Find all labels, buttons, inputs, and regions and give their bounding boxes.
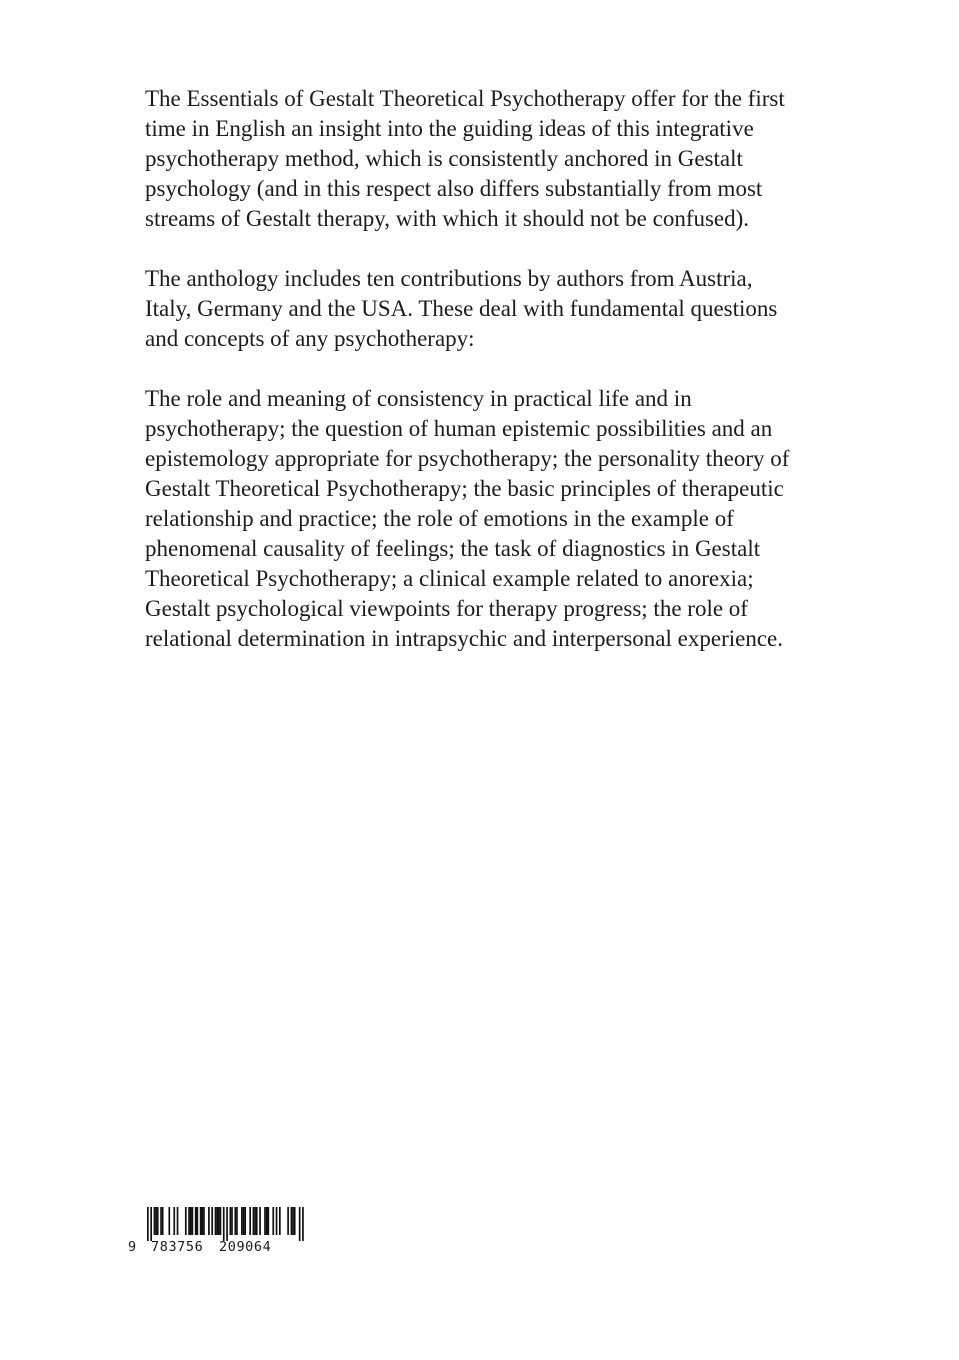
text-line: psychotherapy method, which is consistently anchored in Gestalt [145, 146, 743, 171]
barcode-bar [230, 1207, 232, 1235]
barcode-bar [226, 1207, 228, 1241]
barcode-bar [203, 1207, 205, 1235]
barcode-bar [291, 1207, 293, 1235]
text-line: Gestalt psychological viewpoints for therapy progress; the role of [145, 596, 748, 621]
text-line: relational determination in intrapsychic and interpersonal experience. [145, 626, 783, 651]
barcode-bar [231, 1207, 233, 1235]
barcode-bar [218, 1207, 220, 1235]
barcode-bar [264, 1207, 266, 1235]
barcode-bar [299, 1207, 301, 1241]
barcode-left-group: 783756 [151, 1239, 204, 1255]
barcode-bar [192, 1207, 194, 1235]
barcode-right-group: 209064 [219, 1239, 272, 1255]
text-line: psychotherapy; the question of human epistemic possibilities and an [145, 416, 773, 441]
barcode-bar [287, 1207, 289, 1235]
barcode-bar [302, 1207, 304, 1241]
barcode-bars-icon [128, 1207, 308, 1241]
text-line: Italy, Germany and the USA. These deal with fundamental questions [145, 296, 778, 321]
barcode-bar [294, 1207, 296, 1235]
text-line: psychology (and in this respect also differs substantially from most [145, 176, 763, 201]
barcode-bar [243, 1207, 245, 1235]
barcode-bar [292, 1207, 294, 1235]
barcode-bar [150, 1207, 152, 1241]
barcode-bar [241, 1207, 243, 1235]
text-line: phenomenal causality of feelings; the task of diagnostics in Gestalt [145, 536, 761, 561]
text-line: Theoretical Psychotherapy; a clinical example related to anorexia; [145, 566, 754, 591]
barcode-bar [188, 1207, 190, 1235]
barcode-bar [215, 1207, 217, 1235]
barcode-bar [249, 1207, 251, 1235]
barcode-bar [190, 1207, 192, 1235]
barcode-bar [160, 1207, 162, 1235]
barcode-bar [279, 1207, 281, 1235]
barcode-bar [201, 1207, 203, 1235]
text-line: Gestalt Theoretical Psychotherapy; the basic principles of therapeutic [145, 476, 784, 501]
barcode-bar [216, 1207, 218, 1235]
barcode-bar [272, 1207, 274, 1235]
paragraph-topics [145, 384, 845, 654]
barcode-bar [208, 1207, 210, 1235]
barcode-bar [147, 1207, 149, 1241]
barcode-bar [220, 1207, 222, 1235]
barcode-bar [234, 1207, 236, 1235]
text-line: relationship and practice; the role of emotions in the example of [145, 506, 734, 531]
barcode-bar [253, 1207, 255, 1235]
blurb-text [145, 84, 845, 684]
barcode-bar [162, 1207, 164, 1235]
barcode-bar [173, 1207, 175, 1235]
barcode-first-digit: 9 [128, 1239, 137, 1255]
text-line: and concepts of any psychotherapy: [145, 326, 475, 351]
barcode-bar [154, 1207, 156, 1235]
barcode-bar [200, 1207, 202, 1235]
barcode-bar [211, 1207, 213, 1235]
barcode-bar [177, 1207, 179, 1235]
text-line: The anthology includes ten contributions by authors from Austria, [145, 266, 753, 291]
barcode-bar [185, 1207, 187, 1235]
text-line: streams of Gestalt therapy, with which it should not be confused). [145, 206, 750, 231]
barcode-bar [155, 1207, 157, 1235]
barcode-bar [168, 1207, 170, 1235]
barcode-bar [197, 1207, 199, 1235]
barcode-bar [223, 1207, 225, 1241]
barcode-bar [256, 1207, 258, 1235]
isbn-barcode [128, 1207, 308, 1257]
barcode-bar [276, 1207, 278, 1235]
paragraph-anthology [145, 264, 845, 354]
barcode-bar [267, 1207, 269, 1235]
text-line: The role and meaning of consistency in practical life and in [145, 386, 692, 411]
text-line: The Essentials of Gestalt Theoretical Psychotherapy offer for the first [145, 86, 785, 111]
barcode-bar [195, 1207, 197, 1235]
barcode-bar [157, 1207, 159, 1235]
barcode-bar [259, 1207, 261, 1235]
text-line: time in English an insight into the guiding ideas of this integrative [145, 116, 754, 141]
paragraph-intro [145, 84, 845, 234]
barcode-bar [236, 1207, 238, 1235]
text-line: epistemology appropriate for psychotherapy; the personality theory of [145, 446, 790, 471]
barcode-bar [266, 1207, 268, 1235]
barcode-bar [254, 1207, 256, 1235]
barcode-bar [244, 1207, 246, 1235]
